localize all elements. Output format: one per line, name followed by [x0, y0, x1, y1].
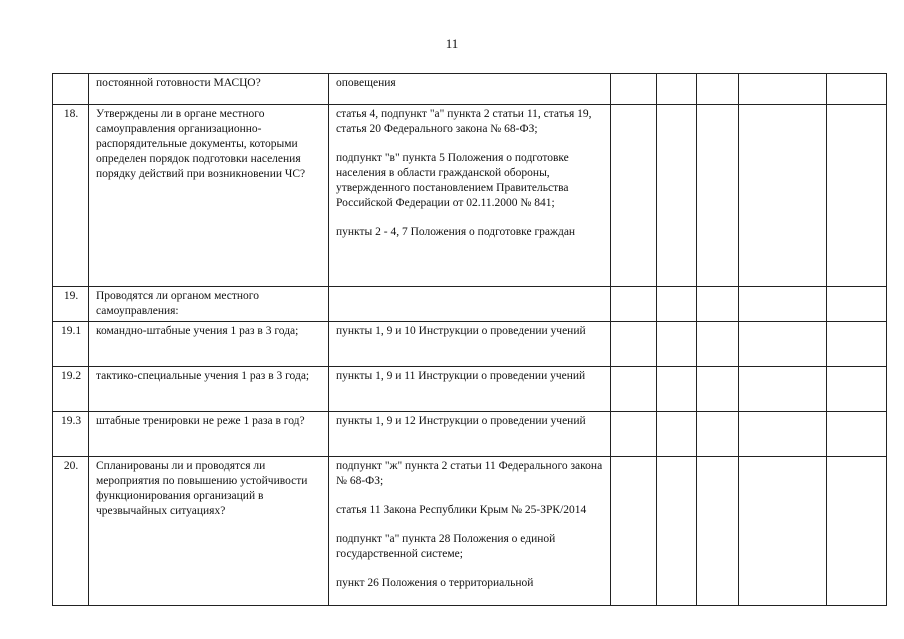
answer-na-cell	[697, 412, 739, 457]
question-cell: Проводятся ли органом местного самоуправления:	[89, 287, 329, 322]
table-row	[53, 105, 887, 287]
row-number: 19.2	[53, 367, 89, 412]
question-cell: Утверждены ли в органе местного самоуправления организационно-распорядительные документы, которыми определен порядок подготовки населения порядку действий при возникновении ЧС?	[89, 105, 329, 287]
remarks-cell	[827, 367, 887, 412]
legal-basis-cell	[329, 322, 611, 367]
answer-yes-cell	[611, 367, 657, 412]
notes-cell	[739, 457, 827, 606]
remarks-cell	[827, 74, 887, 105]
question-cell: штабные тренировки не реже 1 раза в год?	[89, 412, 329, 457]
answer-na-cell	[697, 105, 739, 287]
answer-yes-cell	[611, 287, 657, 322]
answer-na-cell	[697, 457, 739, 606]
answer-na-cell	[697, 287, 739, 322]
row-number: 18.	[53, 105, 89, 287]
notes-cell	[739, 105, 827, 287]
table-row	[53, 367, 887, 412]
row-number: 20.	[53, 457, 89, 606]
row-number: 19.3	[53, 412, 89, 457]
answer-na-cell	[697, 367, 739, 412]
legal-basis-cell	[329, 74, 611, 105]
page-number: 11	[445, 36, 459, 51]
notes-cell	[739, 412, 827, 457]
checklist-table	[52, 73, 887, 606]
answer-yes-cell	[611, 74, 657, 105]
question-cell: командно-штабные учения 1 раз в 3 года;	[89, 322, 329, 367]
question-cell: тактико-специальные учения 1 раз в 3 года;	[89, 367, 329, 412]
answer-na-cell	[697, 74, 739, 105]
table-row	[53, 74, 887, 105]
answer-no-cell	[657, 74, 697, 105]
answer-no-cell	[657, 105, 697, 287]
row-number: 19.	[53, 287, 89, 322]
legal-basis-cell	[329, 412, 611, 457]
table-row	[53, 412, 887, 457]
answer-yes-cell	[611, 412, 657, 457]
legal-basis-cell	[329, 287, 611, 322]
answer-no-cell	[657, 287, 697, 322]
remarks-cell	[827, 457, 887, 606]
question-cell: постоянной готовности МАСЦО?	[89, 74, 329, 105]
table-row	[53, 457, 887, 606]
legal-basis-cell	[329, 457, 611, 606]
legal-basis-cell	[329, 367, 611, 412]
legal-basis-text: подпункт "а" пункта 28 Положения о единой государственной системе;	[336, 533, 556, 560]
table-row	[53, 287, 887, 322]
legal-basis-text: пункты 1, 9 и 12 Инструкции о проведении учений	[336, 415, 586, 427]
legal-basis-text: пункты 1, 9 и 10 Инструкции о проведении учений	[336, 325, 586, 337]
remarks-cell	[827, 287, 887, 322]
remarks-cell	[827, 322, 887, 367]
answer-no-cell	[657, 367, 697, 412]
answer-yes-cell	[611, 457, 657, 606]
question-cell: Спланированы ли и проводятся ли мероприятия по повышению устойчивости функционирования организаций в чрезвычайных ситуациях?	[89, 457, 329, 606]
legal-basis-text: пункты 1, 9 и 11 Инструкции о проведении учений	[336, 370, 586, 382]
answer-no-cell	[657, 457, 697, 606]
legal-basis-text: пункт 26 Положения о территориальной	[336, 577, 534, 589]
table-row	[53, 322, 887, 367]
notes-cell	[739, 367, 827, 412]
answer-yes-cell	[611, 105, 657, 287]
answer-no-cell	[657, 412, 697, 457]
legal-basis-text: подпункт "ж" пункта 2 статьи 11 Федерального закона № 68-ФЗ;	[336, 460, 603, 487]
row-number: 19.1	[53, 322, 89, 367]
answer-na-cell	[697, 322, 739, 367]
legal-basis-text: статья 11 Закона Республики Крым № 25-ЗРК/2014	[336, 504, 587, 516]
legal-basis-text: оповещения	[336, 77, 396, 89]
legal-basis-text: пункты 2 - 4, 7 Положения о подготовке граждан	[336, 226, 576, 238]
legal-basis-cell	[329, 105, 611, 287]
notes-cell	[739, 322, 827, 367]
notes-cell	[739, 74, 827, 105]
notes-cell	[739, 287, 827, 322]
answer-yes-cell	[611, 322, 657, 367]
answer-no-cell	[657, 322, 697, 367]
legal-basis-text: подпункт "в" пункта 5 Положения о подготовке населения в области гражданской обороны, утвержденного постановлением Правительства Российской Федерации от 02.11.2000 № 841;	[336, 152, 569, 209]
remarks-cell	[827, 105, 887, 287]
row-number	[53, 74, 89, 105]
remarks-cell	[827, 412, 887, 457]
legal-basis-text: статья 4, подпункт "а" пункта 2 статьи 11, статья 19, статья 20 Федерального закона № 68-ФЗ;	[336, 108, 592, 135]
